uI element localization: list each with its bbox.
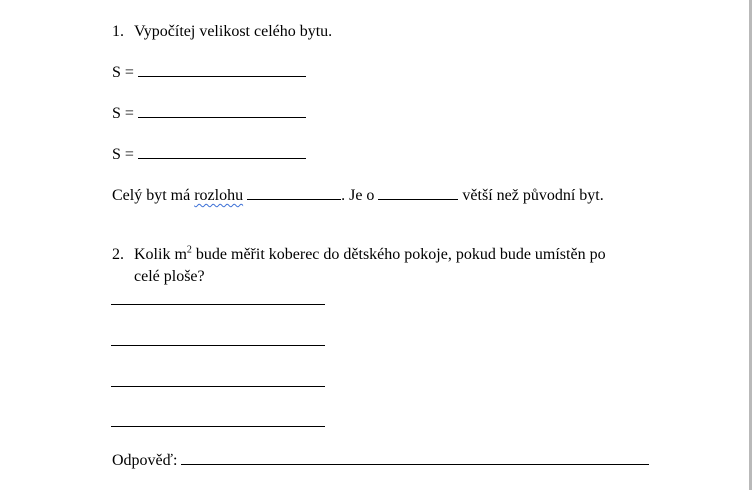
equation-answer-blank[interactable]: [138, 144, 306, 159]
difference-answer-blank[interactable]: [378, 185, 458, 200]
answer-blank-line[interactable]: [111, 345, 325, 346]
equation-answer-blank[interactable]: [138, 62, 306, 77]
conclusion-text-middle: . Je o: [341, 187, 375, 204]
equation-label: S =: [112, 146, 134, 163]
task2-number: 2.: [112, 246, 124, 263]
answer-blank-line[interactable]: [111, 386, 325, 387]
final-answer-blank[interactable]: [181, 450, 649, 465]
conclusion-text-end: větší než původní byt.: [462, 187, 604, 204]
answer-row: [112, 450, 649, 471]
task1-equation-row: [112, 62, 306, 83]
area-answer-blank[interactable]: [247, 185, 341, 200]
task2-question-text-2: bude měřit koberec do dětského pokoje, pokud bude umístěn po: [191, 246, 606, 263]
equation-answer-blank[interactable]: [138, 103, 306, 118]
spellcheck-word: rozlohu: [194, 187, 244, 204]
task2-question: [112, 245, 606, 265]
answer-label: Odpověď:: [112, 452, 178, 469]
task2-question-continued: celé ploše?: [134, 268, 205, 285]
equation-label: S =: [112, 105, 134, 122]
task1-equation-row: [112, 103, 306, 124]
task1-number: 1.: [112, 23, 124, 40]
equation-label: S =: [112, 64, 134, 81]
answer-blank-line[interactable]: [111, 304, 325, 305]
task1-question-text: Vypočítej velikost celého bytu.: [134, 23, 333, 40]
task1-equation-row: [112, 144, 306, 165]
task2-question-text-1: Kolik m: [134, 246, 187, 263]
task1-question: [112, 22, 332, 42]
task1-conclusion: [112, 185, 604, 206]
task2-superscript: 2: [186, 244, 192, 256]
answer-blank-line[interactable]: [111, 426, 325, 427]
conclusion-text-start: Celý byt má: [112, 187, 195, 204]
